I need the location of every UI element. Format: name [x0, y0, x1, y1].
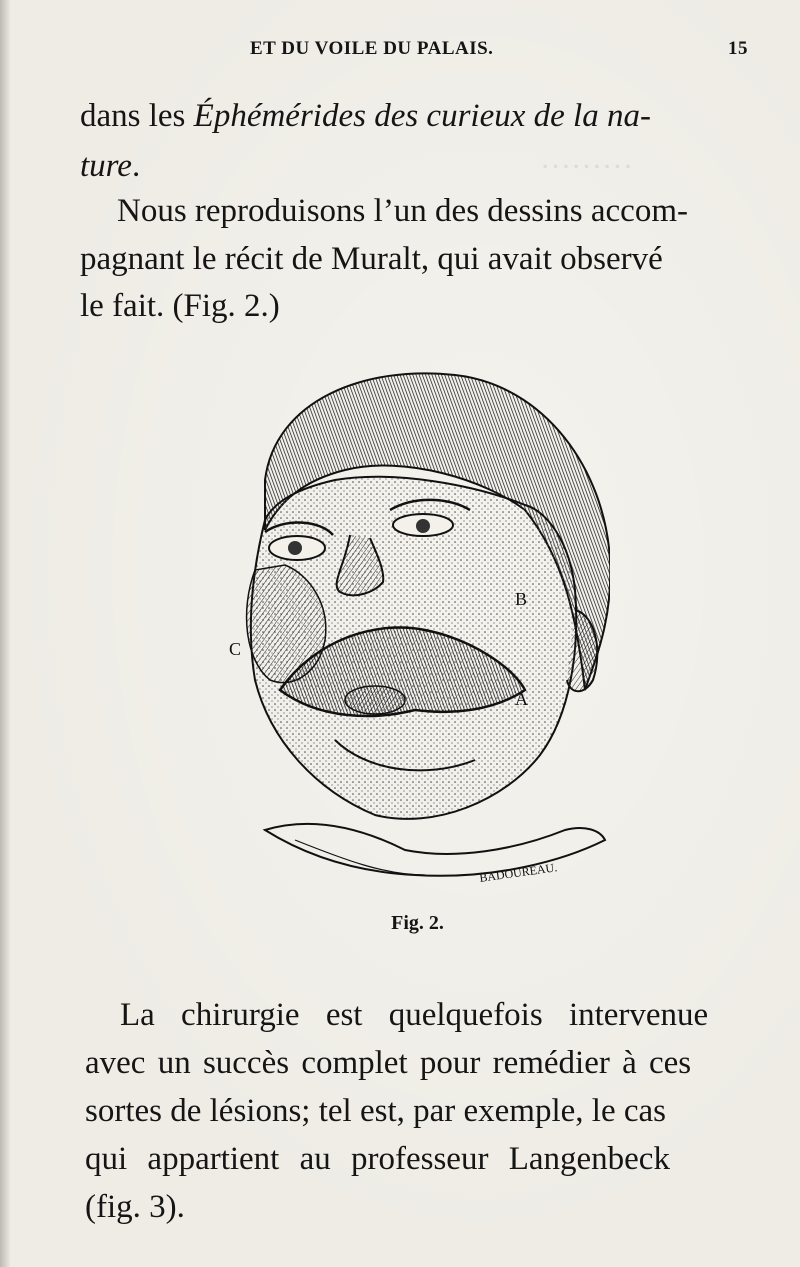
- paragraph-1-italic-end: ture: [80, 148, 132, 184]
- paragraph-1-plain: dans les: [80, 98, 194, 134]
- paragraph-3-line-3: sortes de lésions; tel est, par exemple, le cas: [85, 1093, 666, 1129]
- page-edge: [0, 0, 10, 1267]
- running-header: [0, 32, 800, 68]
- paragraph-2-line-2: pagnant le récit de Muralt, qui avait observé: [80, 241, 663, 277]
- paragraph-1-period: .: [131, 148, 141, 184]
- paragraph-1-line-2: [80, 143, 140, 189]
- figure-label-b: B: [515, 589, 528, 609]
- bleed-through-text: ………: [540, 140, 633, 175]
- running-header-title: ET DU VOILE DU PALAIS.: [250, 38, 494, 59]
- engraver-signature: BADOUREAU.: [478, 860, 558, 885]
- engraving-illustration: [225, 360, 610, 890]
- paragraph-2-line-1: Nous reproduisons l’un des dessins accom-: [117, 193, 688, 229]
- engraving-figure: [225, 360, 610, 890]
- figure-caption: Fig. 2.: [391, 912, 444, 934]
- figure-label-c: C: [229, 639, 242, 659]
- paragraph-3-line-4: qui appartient au professeur Langenbeck: [85, 1141, 670, 1177]
- page-number: 15: [728, 38, 748, 59]
- paragraph-3-line-5: (fig. 3).: [85, 1189, 185, 1225]
- paragraph-2-line-3: le fait. (Fig. 2.): [80, 288, 280, 324]
- paragraph-3-line-2: avec un succès complet pour remédier à ces: [85, 1045, 692, 1081]
- figure-label-a: A: [515, 689, 528, 709]
- paragraph-3-line-1: La chirurgie est quelquefois intervenue: [120, 997, 709, 1033]
- paragraph-1-italic: Éphémérides des curieux de la na-: [193, 98, 651, 134]
- paragraph-1-line-1: [80, 93, 651, 139]
